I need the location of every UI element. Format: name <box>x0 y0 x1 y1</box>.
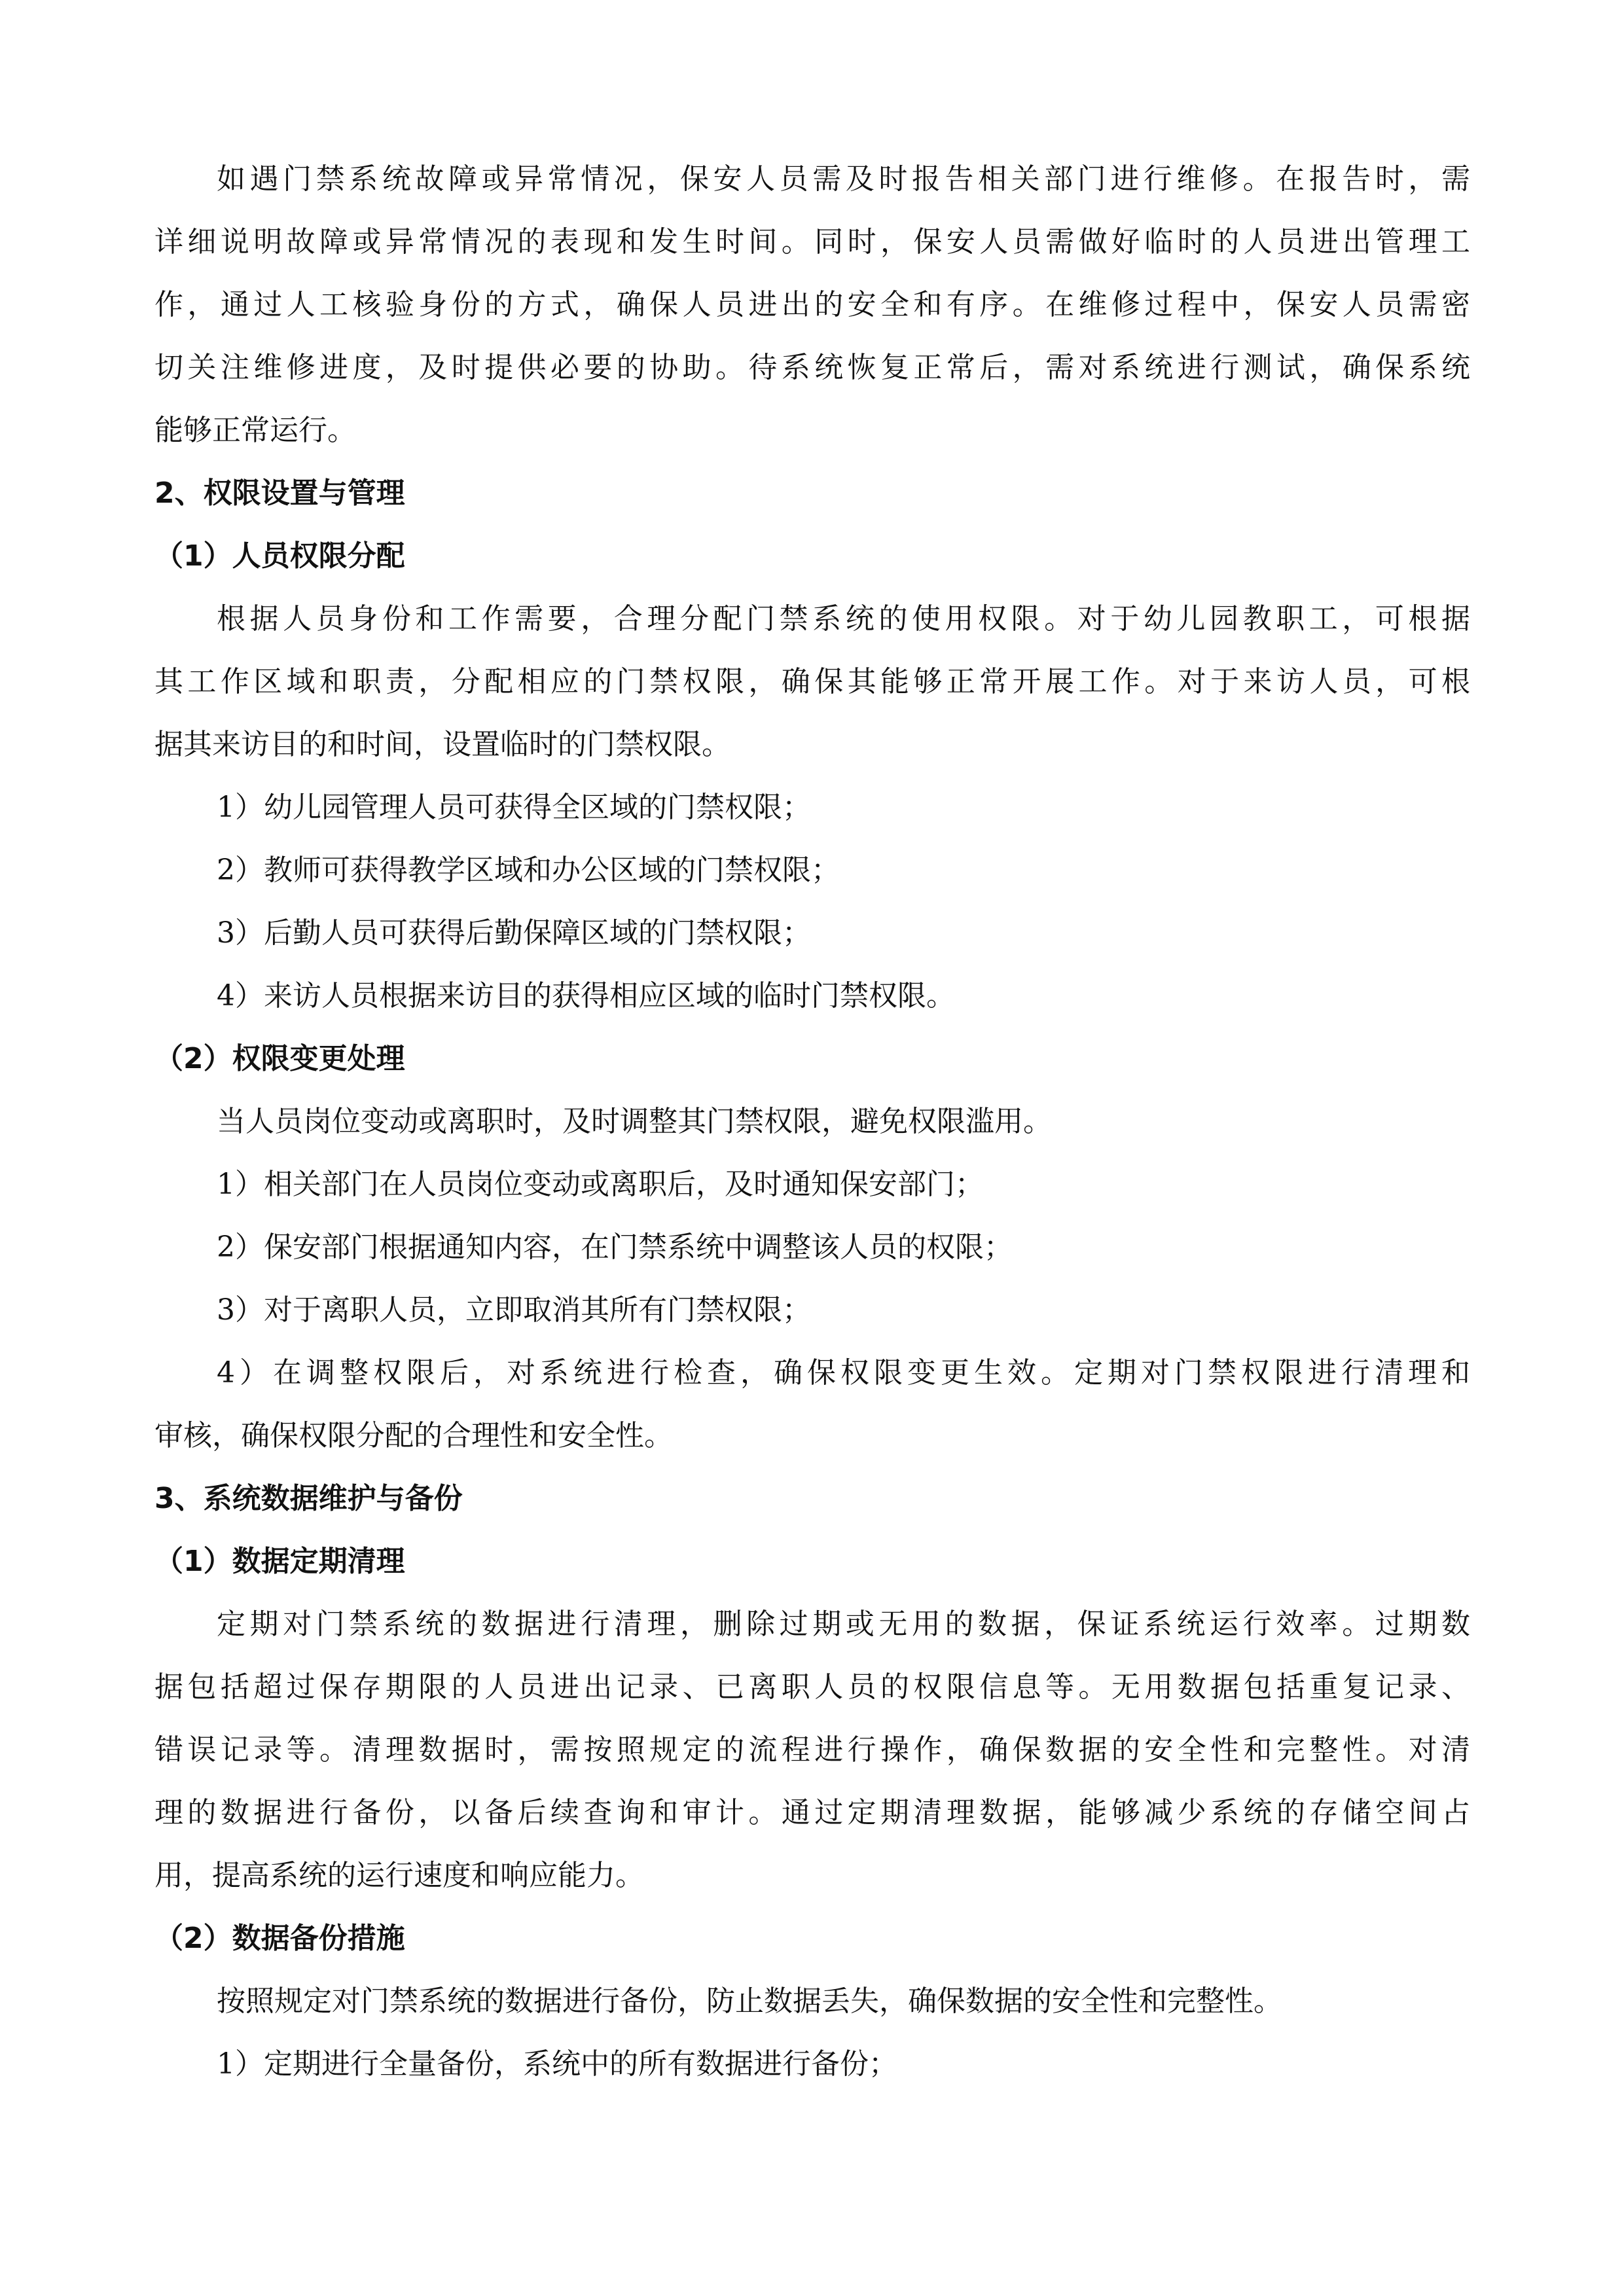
list-item: 1）幼儿园管理人员可获得全区域的门禁权限； <box>217 791 811 824</box>
paragraph-line: 如遇门禁系统故障或异常情况，保安人员需及时报告相关部门进行维修。在报告时，需 <box>217 162 1470 196</box>
paragraph-line: 详细说明故障或异常情况的表现和发生时间。同时，保安人员需做好临时的人员进出管理工 <box>154 225 1470 259</box>
paragraph-line: 据其来访目的和时间，设置临时的门禁权限。 <box>154 728 731 761</box>
list-item: 1）相关部门在人员岗位变动或离职后，及时通知保安部门； <box>217 1168 984 1201</box>
paragraph-line: 作，通过人工核验身份的方式，确保人员进出的安全和有序。在维修过程中，保安人员需密 <box>154 288 1470 321</box>
paragraph-line: 理的数据进行备份，以备后续查询和审计。通过定期清理数据，能够减少系统的存储空间占 <box>154 1796 1470 1829</box>
paragraph-line: 错误记录等。清理数据时，需按照规定的流程进行操作，确保数据的安全性和完整性。对清 <box>154 1733 1470 1767</box>
subsection-heading: （2）权限变更处理 <box>154 1042 405 1075</box>
subsection-heading: （1）人员权限分配 <box>154 539 405 573</box>
paragraph-line: 当人员岗位变动或离职时，及时调整其门禁权限，避免权限滥用。 <box>217 1105 1052 1138</box>
paragraph-line: 定期对门禁系统的数据进行清理，删除过期或无用的数据，保证系统运行效率。过期数 <box>217 1607 1470 1641</box>
list-item: 2）保安部门根据通知内容，在门禁系统中调整该人员的权限； <box>217 1230 1013 1264</box>
section-heading: 3、系统数据维护与备份 <box>154 1482 463 1515</box>
paragraph-line: 按照规定对门禁系统的数据进行备份，防止数据丢失，确保数据的安全性和完整性。 <box>217 1984 1282 2018</box>
subsection-heading: （1）数据定期清理 <box>154 1545 405 1578</box>
subsection-heading: （2）数据备份措施 <box>154 1922 405 1955</box>
paragraph-line: 用，提高系统的运行速度和响应能力。 <box>154 1859 644 1892</box>
list-item: 4）来访人员根据来访目的获得相应区域的临时门禁权限。 <box>217 979 955 1013</box>
list-item: 4）在调整权限后，对系统进行检查，确保权限变更生效。定期对门禁权限进行清理和 <box>217 1356 1470 1390</box>
list-item: 3）对于离职人员，立即取消其所有门禁权限； <box>217 1293 811 1327</box>
paragraph-line: 根据人员身份和工作需要，合理分配门禁系统的使用权限。对于幼儿园教职工，可根据 <box>217 602 1470 636</box>
paragraph-line: 能够正常运行。 <box>154 414 356 447</box>
paragraph-line: 其工作区域和职责，分配相应的门禁权限，确保其能够正常开展工作。对于来访人员，可根 <box>154 665 1470 698</box>
list-item: 2）教师可获得教学区域和办公区域的门禁权限； <box>217 853 840 887</box>
paragraph-line: 据包括超过保存期限的人员进出记录、已离职人员的权限信息等。无用数据包括重复记录、 <box>154 1670 1470 1704</box>
list-item: 1）定期进行全量备份，系统中的所有数据进行备份； <box>217 2047 897 2081</box>
paragraph-line: 切关注维修进度，及时提供必要的协助。待系统恢复正常后，需对系统进行测试，确保系统 <box>154 351 1470 384</box>
section-heading: 2、权限设置与管理 <box>154 476 405 510</box>
list-item: 3）后勤人员可获得后勤保障区域的门禁权限； <box>217 916 811 950</box>
paragraph-line: 审核，确保权限分配的合理性和安全性。 <box>154 1419 673 1452</box>
